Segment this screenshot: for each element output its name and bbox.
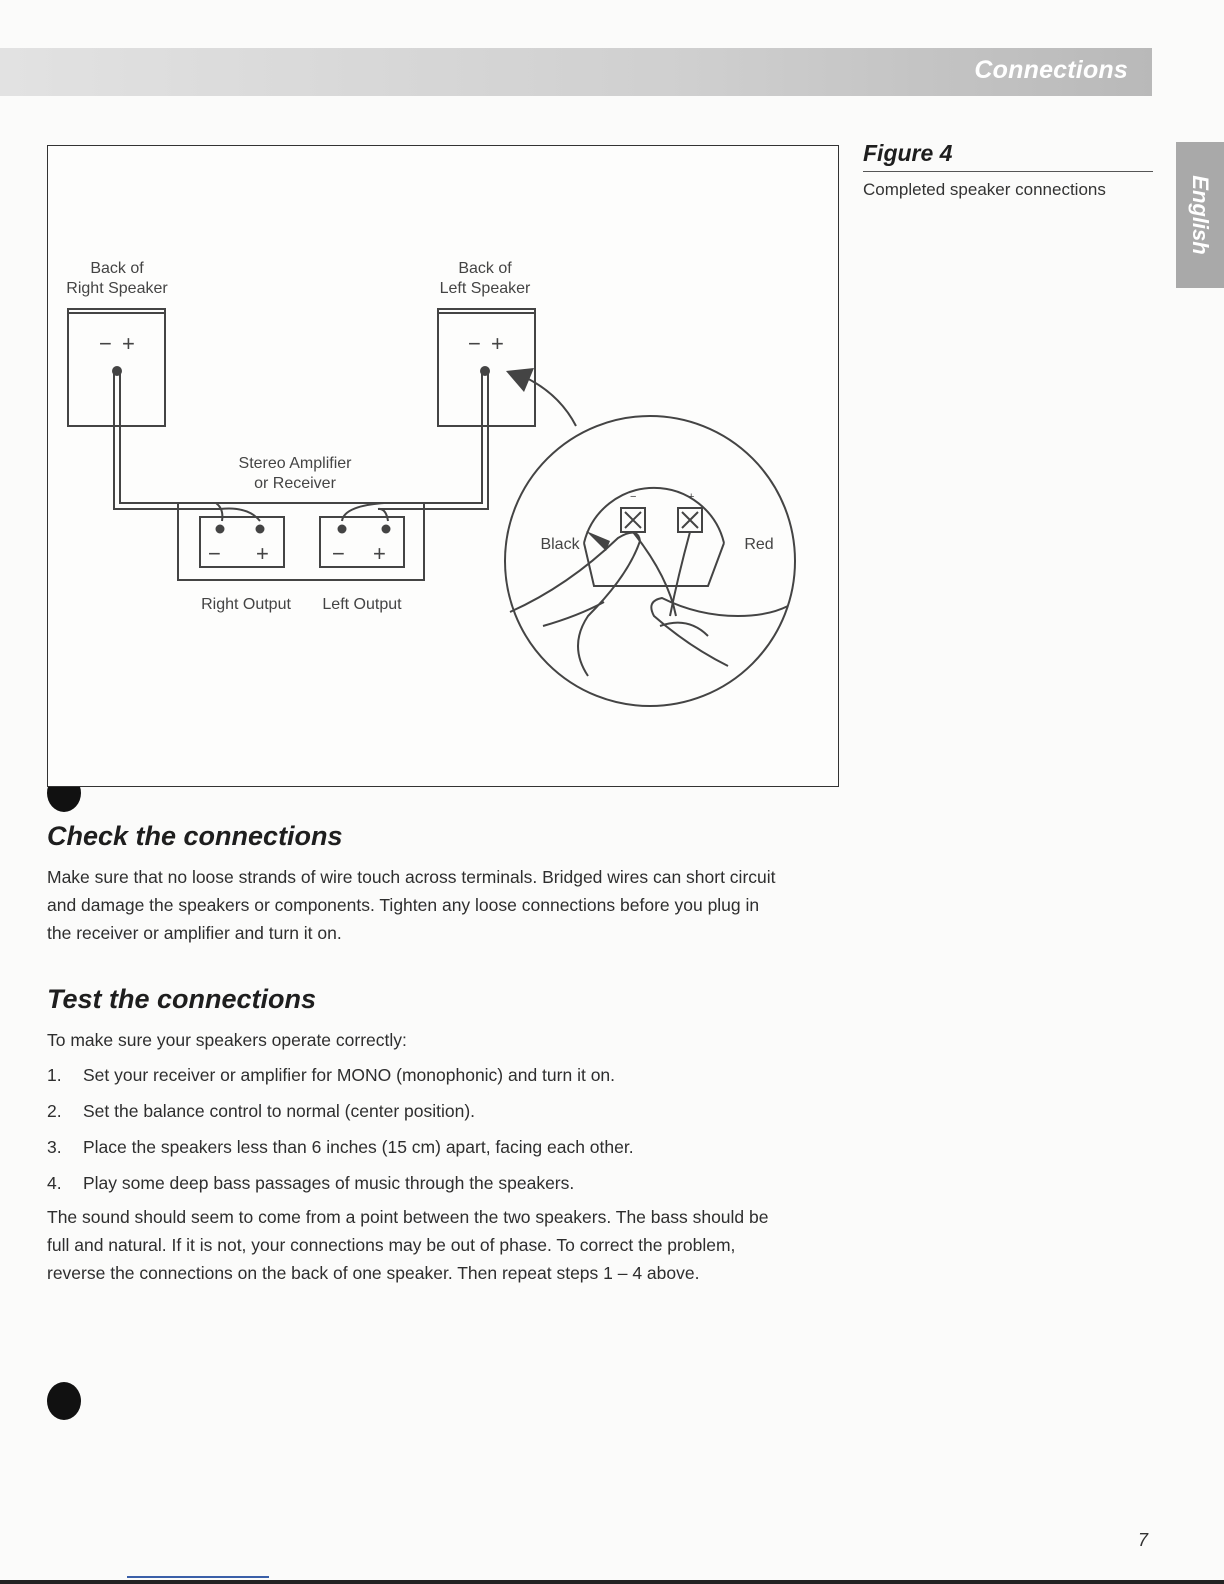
step-text: Play some deep bass passages of music through the speakers. <box>83 1173 575 1193</box>
step-text: Set the balance control to normal (center position). <box>83 1101 476 1121</box>
right-output-label: Right Output <box>201 596 291 613</box>
figure-4-diagram <box>47 145 839 787</box>
red-wire-label: Red <box>744 536 774 553</box>
terminal-minus: − <box>630 491 637 503</box>
outro-line: reverse the connections on the back of one speaker. Then repeat steps 1 – 4 above. <box>47 1263 700 1283</box>
step-number: 4. <box>47 1173 62 1193</box>
page-number: 7 <box>1138 1530 1149 1550</box>
bottom-rule <box>0 1580 1224 1584</box>
test-step <box>47 1065 615 1086</box>
right-speaker-plus: + <box>122 331 135 356</box>
step-number: 2. <box>47 1101 62 1121</box>
right-wire-inner <box>120 374 216 503</box>
language-tab <box>1176 142 1224 288</box>
figure-caption: Completed speaker connections <box>863 180 1106 199</box>
left-wire-outer <box>378 374 488 509</box>
check-line: Make sure that no loose strands of wire touch across terminals. Bridged wires can short circuit <box>47 867 776 887</box>
right-output-plus: + <box>256 541 269 566</box>
left-speaker-minus: − <box>468 331 481 356</box>
left-speaker-plus: + <box>491 331 504 356</box>
terminal-plus: + <box>688 491 695 503</box>
binder-hole-bottom <box>47 1382 81 1420</box>
check-line: and damage the speakers or components. Tighten any loose connections before you plug in <box>47 895 760 915</box>
figure-title: Figure 4 <box>863 140 1153 172</box>
bottom-accent <box>127 1576 269 1578</box>
left-output-label: Left Output <box>322 596 402 613</box>
test-step <box>47 1137 634 1158</box>
test-outro <box>47 1203 837 1287</box>
black-wire-label: Black <box>540 536 580 553</box>
left-output-plus: + <box>373 541 386 566</box>
left-speaker-label-1: Back of <box>458 260 512 277</box>
step-text: Set your receiver or amplifier for MONO (monophonic) and turn it on. <box>83 1065 616 1085</box>
test-intro: To make sure your speakers operate correctly: <box>47 1030 407 1050</box>
test-step <box>47 1173 574 1194</box>
step-number: 1. <box>47 1065 62 1085</box>
left-wire-inner <box>384 374 482 503</box>
step-number: 3. <box>47 1137 62 1157</box>
outro-line: full and natural. If it is not, your connections may be out of phase. To correct the problem, <box>47 1235 736 1255</box>
check-line: the receiver or amplifier and turn it on. <box>47 923 342 943</box>
test-step <box>47 1101 475 1122</box>
amplifier-label-1: Stereo Amplifier <box>238 455 352 472</box>
right-speaker-label-2: Right Speaker <box>66 280 168 297</box>
right-output-minus: − <box>208 541 221 566</box>
left-speaker-label-2: Left Speaker <box>439 280 531 297</box>
header-title: Connections <box>974 56 1128 84</box>
check-heading: Check the connections <box>47 821 343 851</box>
header-band <box>0 48 1152 96</box>
step-text: Place the speakers less than 6 inches (15 cm) apart, facing each other. <box>83 1137 634 1157</box>
left-output-minus: − <box>332 541 345 566</box>
right-speaker-minus: − <box>99 331 112 356</box>
magnified-view <box>505 416 795 706</box>
language-tab-label: English <box>1188 175 1213 255</box>
check-paragraph <box>47 863 837 947</box>
outro-line: The sound should seem to come from a point between the two speakers. The bass should be <box>47 1207 769 1227</box>
test-heading: Test the connections <box>47 984 317 1014</box>
right-speaker-label-1: Back of <box>90 260 144 277</box>
amplifier-label-2: or Receiver <box>254 475 336 492</box>
right-wire-outer <box>114 374 220 509</box>
wiring-diagram <box>48 146 840 788</box>
